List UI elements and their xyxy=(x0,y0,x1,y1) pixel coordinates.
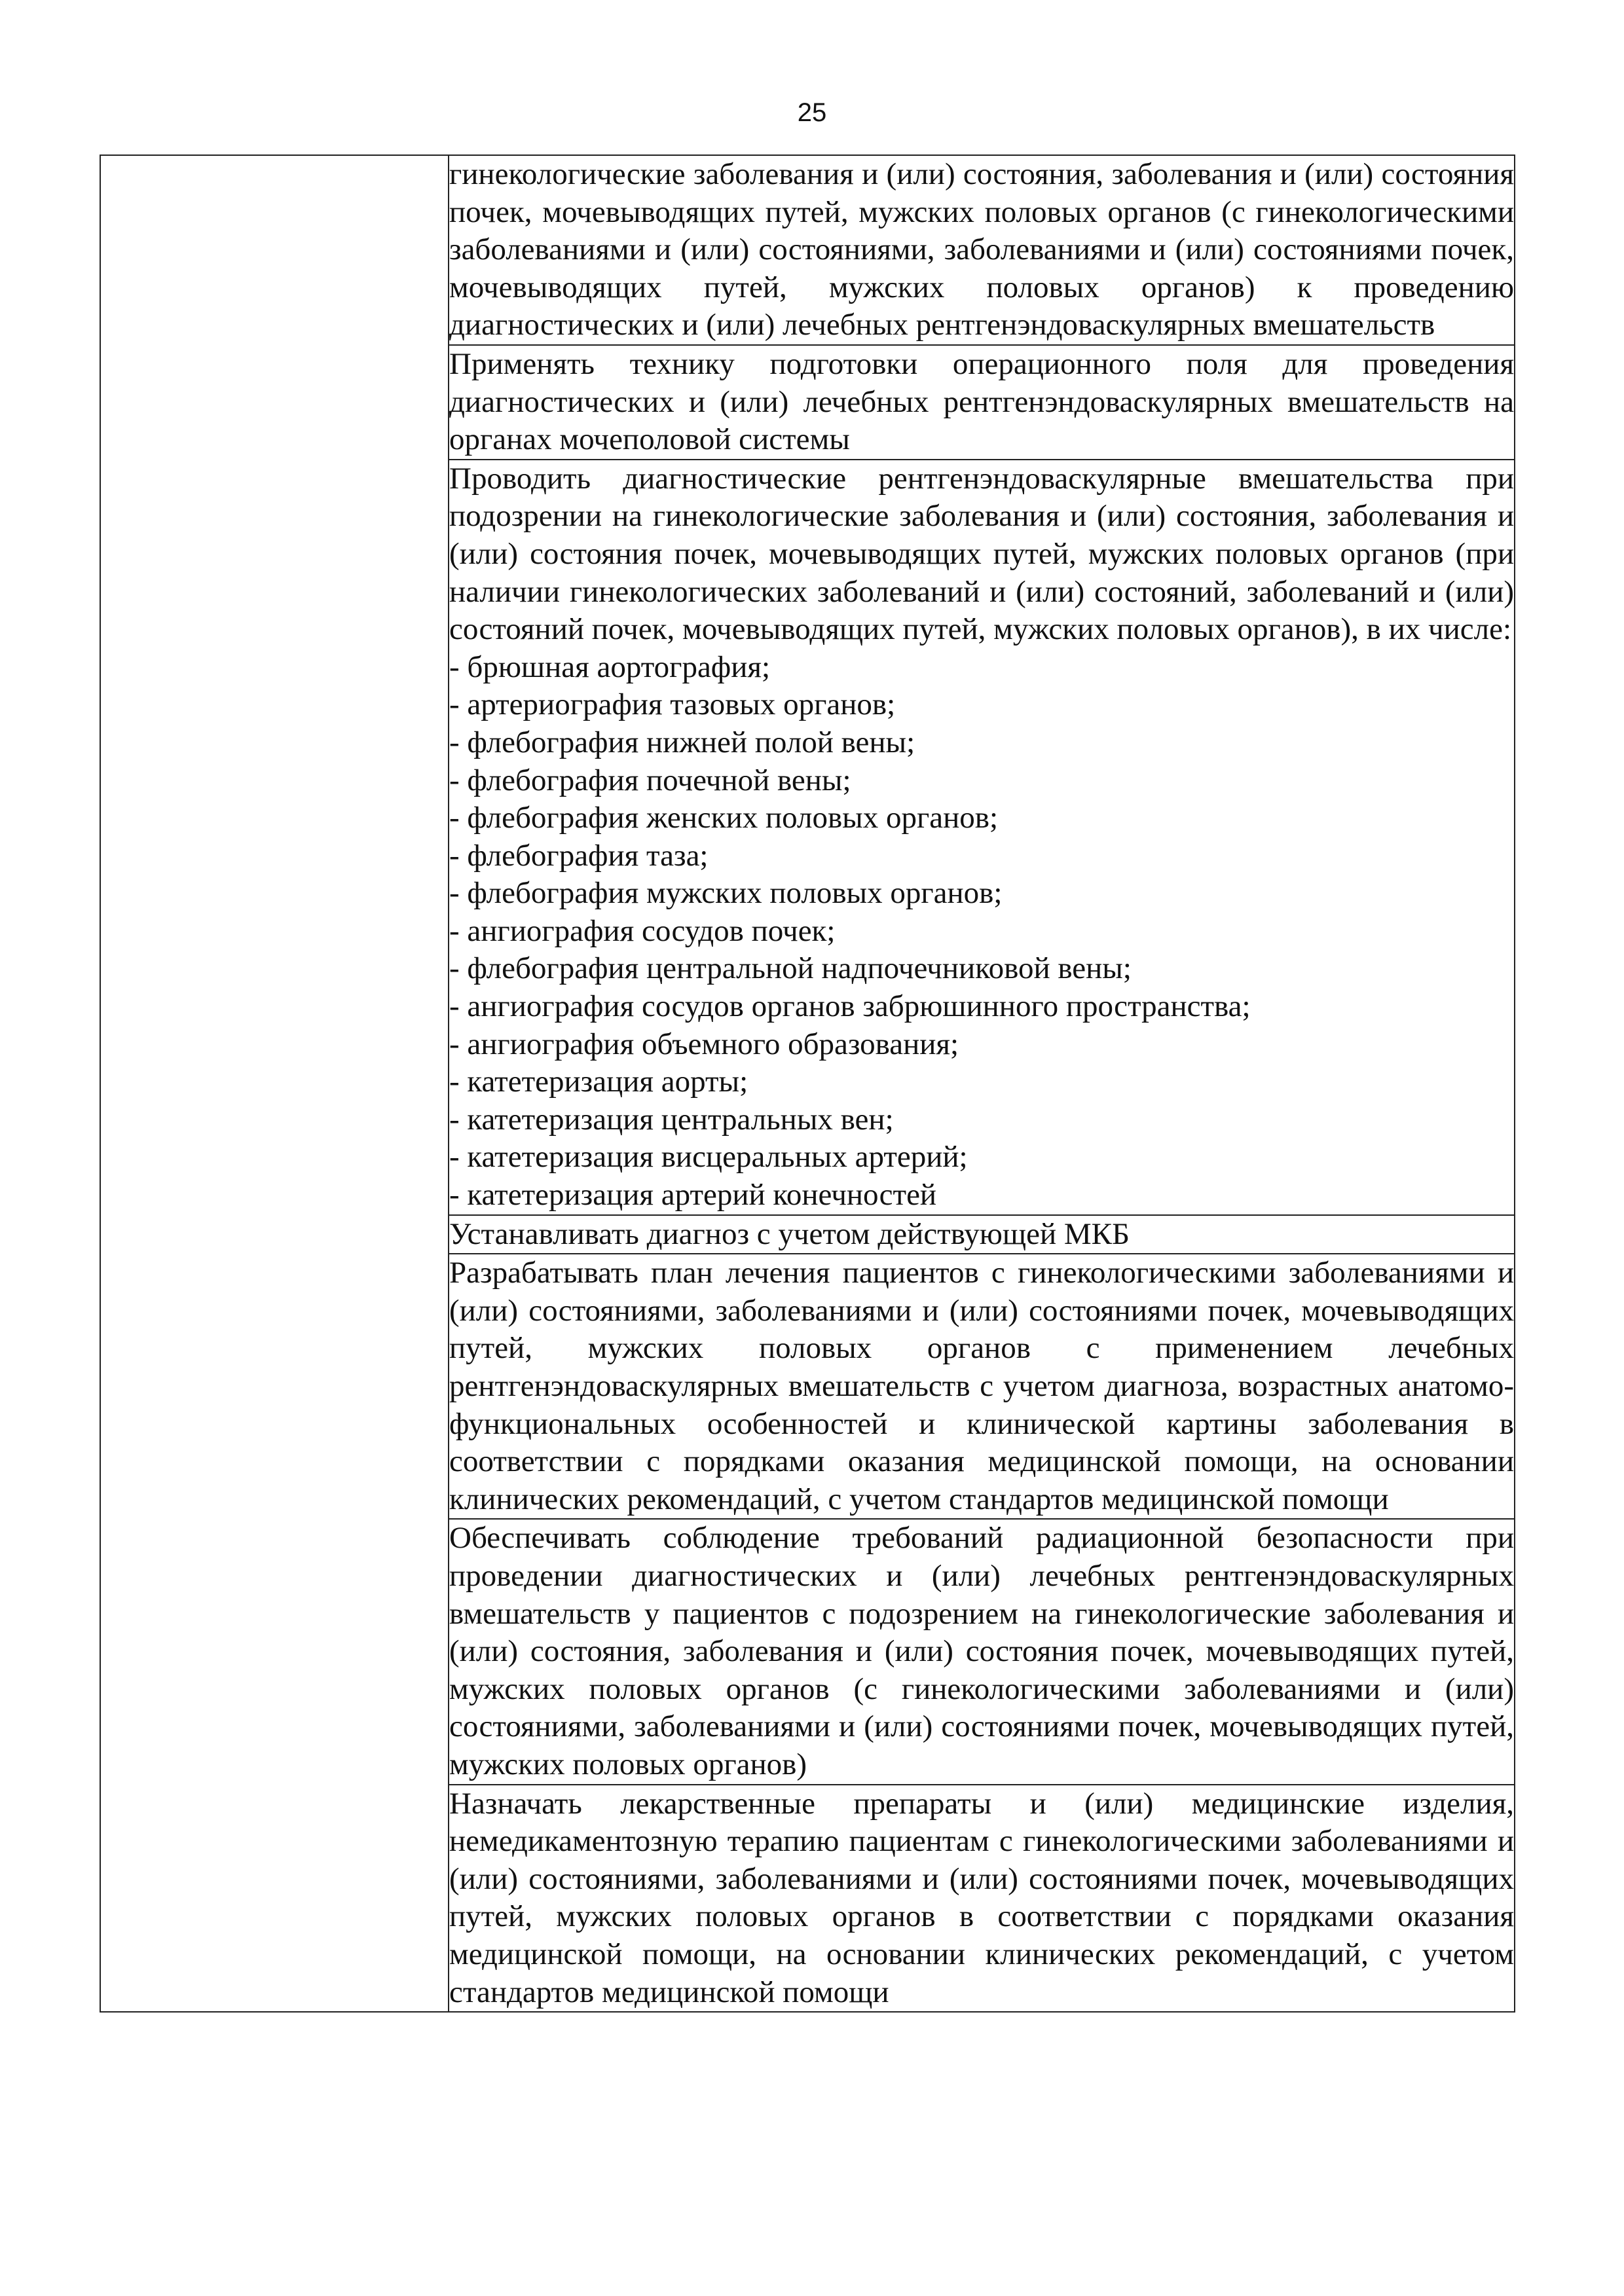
requirements-table xyxy=(100,155,1515,2013)
table-cell xyxy=(449,155,1515,345)
cell-text: Применять технику подготовки операционного поля для проведения диагностических и (или) лечебных рентгенэндоваскулярных вмешательств на органах мочеполовой системы xyxy=(449,346,1514,457)
table-cell xyxy=(449,460,1515,1215)
table-cell xyxy=(449,1785,1515,2013)
cell-text: Разрабатывать план лечения пациентов с гинекологическими заболеваниями и (или) состояниями, заболеваниями и (или) состояниями почек, мочевыводящих путей, мужских половых органов с применением лечебных рентгенэндоваскулярных вмешательств с учетом диагноза, возрастных анатомо-функциональных особенностей и клинической картины заболевания в соответствии с порядками оказания медицинской помощи, на основании клинических рекомендаций, с учетом стандартов медицинской помощи xyxy=(449,1256,1514,1516)
page-number: 25 xyxy=(797,98,827,127)
list-item: - катетеризация артерий конечностей xyxy=(449,1178,937,1212)
list-item: - брюшная аортография; xyxy=(449,649,771,684)
cell-text: Назначать лекарственные препараты и (или) медицинские изделия, немедикаментозную терапию пациентам с гинекологическими заболеваниями и (или) состояниями, заболеваниями и (или) состояниями почек, мочевыводящих путей, мужских половых органов в соответствии с порядками оказания медицинской помощи, на основании клинических рекомендаций, с учетом стандартов медицинской помощи xyxy=(449,1786,1514,2009)
list-item: - флебография мужских половых органов; xyxy=(449,876,1003,911)
cell-text: Обеспечивать соблюдение требований радиационной безопасности при проведении диагностических и (или) лечебных рентгенэндоваскулярных вмешательств у пациентов с подозрением на гинекологические заболевания и (или) состояния, заболевания и (или) состояния почек, мочевыводящих путей, мужских половых органов (с гинекологическими заболеваниями и (или) состояниями, заболеваниями и (или) состояниями почек, мочевыводящих путей, мужских половых органов) xyxy=(449,1521,1514,1781)
table-cell xyxy=(449,1215,1515,1254)
table-cell xyxy=(449,1254,1515,1519)
table-row xyxy=(100,155,1515,345)
list-item: - катетеризация центральных вен; xyxy=(449,1102,894,1137)
cell-text: гинекологические заболевания и (или) состояния, заболевания и (или) состояния почек, мочевыводящих путей, мужских половых органов (с гинекологическими заболеваниями и (или) состояниями, заболеваниями и (или) состояниями почек, мочевыводящих путей, мужских половых органов) к проведению диагностических и (или) лечебных рентгенэндоваскулярных вмешательств xyxy=(449,157,1514,342)
cell-text: Устанавливать диагноз с учетом действующей МКБ xyxy=(449,1216,1130,1251)
list-item: - артериография тазовых органов; xyxy=(449,687,896,722)
table-cell xyxy=(449,345,1515,460)
list-item: - ангиография объемного образования; xyxy=(449,1027,959,1061)
list-item: - катетеризация аорты; xyxy=(449,1065,748,1099)
list-item: - флебография почечной вены; xyxy=(449,763,851,797)
list-item: - ангиография сосудов почек; xyxy=(449,913,836,948)
list-item: - флебография центральной надпочечниковой вены; xyxy=(449,951,1132,986)
list-item: - ангиография сосудов органов забрюшинного пространства; xyxy=(449,989,1251,1024)
empty-left-column-cell xyxy=(100,155,449,2012)
table-cell xyxy=(449,1519,1515,1784)
list-item: - катетеризация висцеральных артерий; xyxy=(449,1140,968,1175)
list-item: - флебография женских половых органов; xyxy=(449,801,999,835)
cell-text: Проводить диагностические рентгенэндоваскулярные вмешательства при подозрении на гинекологические заболевания и (или) состояния, заболевания и (или) состояния почек, мочевыводящих путей, мужских половых органов (при наличии гинекологических заболеваний и (или) состояний, заболеваний и (или) состояний почек, мочевыводящих путей, мужских половых органов), в их числе: xyxy=(449,461,1514,647)
list-item: - флебография таза; xyxy=(449,838,709,873)
list-item: - флебография нижней полой вены; xyxy=(449,725,915,759)
